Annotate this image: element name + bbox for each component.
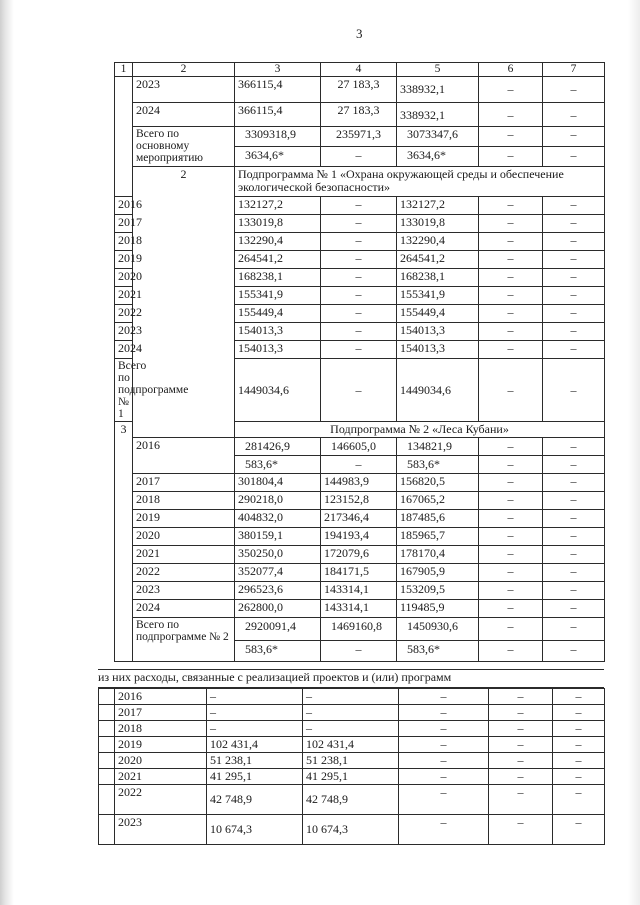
- table-cell: 144983,9: [321, 474, 397, 492]
- column-header: 2: [133, 63, 235, 77]
- table-cell: –: [553, 785, 605, 815]
- value-secondary: –: [355, 457, 362, 471]
- table-cell: –: [543, 341, 605, 359]
- table-cell: –: [321, 341, 397, 359]
- year-label: 2023: [133, 582, 235, 600]
- table-cell: 132127,2: [397, 197, 479, 215]
- table-cell: –: [479, 215, 543, 233]
- budget-table: [114, 62, 605, 662]
- split-cell: [543, 618, 605, 662]
- table-cell: –: [479, 474, 543, 492]
- table-cell: 119485,9: [397, 600, 479, 618]
- table-row: [115, 582, 605, 600]
- year-label: 2024: [133, 103, 235, 127]
- projects-table-body: [99, 689, 605, 845]
- table-row: [115, 474, 605, 492]
- table-cell: –: [479, 269, 543, 287]
- table-cell: 178170,4: [397, 546, 479, 564]
- table-cell: 41 295,1: [207, 769, 303, 785]
- table-cell: –: [489, 737, 553, 753]
- section-title-row: [115, 167, 605, 197]
- split-cell: [235, 127, 321, 167]
- table-cell: 380159,1: [235, 528, 321, 546]
- table-row: [99, 815, 605, 845]
- column-header: 5: [397, 63, 479, 77]
- table-cell: 155341,9: [235, 287, 321, 305]
- split-cell: [397, 127, 479, 167]
- table-cell: –: [321, 287, 397, 305]
- value-secondary: 3634,6*: [245, 148, 284, 162]
- table-cell: –: [543, 528, 605, 546]
- table-cell: 155449,4: [235, 305, 321, 323]
- table-cell: 366115,4: [235, 77, 321, 103]
- table-cell: –: [543, 492, 605, 510]
- table-cell: –: [543, 564, 605, 582]
- table-cell: –: [479, 197, 543, 215]
- table-cell: 132127,2: [235, 197, 321, 215]
- row-number-cell: [99, 785, 115, 815]
- value-primary: –: [479, 438, 542, 456]
- value-primary: 1450930,6: [397, 618, 478, 641]
- value-primary: 146605,0: [321, 438, 396, 456]
- value-secondary: 583,6*: [245, 642, 278, 656]
- table-row: [115, 564, 605, 582]
- table-cell: 102 431,4: [303, 737, 399, 753]
- table-cell: –: [543, 269, 605, 287]
- year-label: 2024: [115, 341, 133, 359]
- table-cell: 168238,1: [397, 269, 479, 287]
- table-cell: 167905,9: [397, 564, 479, 582]
- table-row: [115, 492, 605, 510]
- table-cell: 338932,1: [397, 103, 479, 127]
- table-cell: –: [543, 546, 605, 564]
- column-header: 1: [115, 63, 133, 77]
- table-cell: –: [207, 721, 303, 737]
- year-label: 2021: [133, 546, 235, 564]
- table-cell: 102 431,4: [207, 737, 303, 753]
- year-label: 2021: [115, 287, 133, 305]
- table-cell: 184171,5: [321, 564, 397, 582]
- table-cell: –: [543, 359, 605, 422]
- split-cell: [543, 127, 605, 167]
- table-cell: –: [543, 305, 605, 323]
- total-label: Всего по подпрограмме № 1: [115, 359, 133, 422]
- table-cell: –: [553, 769, 605, 785]
- table-cell: –: [399, 705, 489, 721]
- table-cell: –: [303, 721, 399, 737]
- table-cell: –: [543, 600, 605, 618]
- table-cell: 194193,4: [321, 528, 397, 546]
- budget-table-body: [115, 63, 605, 662]
- year-label: 2019: [115, 737, 207, 753]
- table-cell: –: [399, 769, 489, 785]
- table-cell: –: [321, 305, 397, 323]
- table-row: [115, 77, 605, 103]
- table-cell: 42 748,9: [303, 785, 399, 815]
- table-cell: 42 748,9: [207, 785, 303, 815]
- year-label: 2019: [133, 510, 235, 528]
- table-cell: 10 674,3: [303, 815, 399, 845]
- value-secondary: 583,6*: [245, 457, 278, 471]
- table-cell: –: [489, 721, 553, 737]
- table-row: [115, 546, 605, 564]
- table-cell: –: [489, 705, 553, 721]
- column-header: 6: [479, 63, 543, 77]
- value-secondary: –: [355, 642, 362, 656]
- table-cell: –: [553, 705, 605, 721]
- row-number-cell: [99, 689, 115, 705]
- table-cell: 154013,3: [235, 323, 321, 341]
- table-cell: 366115,4: [235, 103, 321, 127]
- value-primary: –: [543, 127, 604, 147]
- table-cell: –: [321, 233, 397, 251]
- split-cell: [321, 438, 397, 474]
- row-number-cell: [99, 815, 115, 845]
- table-cell: –: [321, 359, 397, 422]
- table-row: [115, 438, 605, 474]
- row-number-cell: [99, 705, 115, 721]
- value-primary: –: [543, 438, 604, 456]
- table-cell: 290218,0: [235, 492, 321, 510]
- total-row: [115, 127, 605, 167]
- header-row: [115, 63, 605, 77]
- year-label: 2016: [115, 197, 133, 215]
- table-cell: 352077,4: [235, 564, 321, 582]
- table-cell: 132290,4: [235, 233, 321, 251]
- table-cell: 51 238,1: [303, 753, 399, 769]
- table-cell: –: [543, 103, 605, 127]
- table-cell: –: [479, 77, 543, 103]
- split-cell: [397, 438, 479, 474]
- column-header: 3: [235, 63, 321, 77]
- split-cell: [235, 438, 321, 474]
- year-label: 2022: [115, 305, 133, 323]
- table-cell: –: [543, 510, 605, 528]
- table-cell: –: [479, 233, 543, 251]
- year-label: 2020: [115, 269, 133, 287]
- value-secondary: 583,6*: [407, 457, 440, 471]
- value-primary: 235971,3: [321, 127, 396, 147]
- year-label: 2017: [115, 705, 207, 721]
- table-cell: 172079,6: [321, 546, 397, 564]
- table-cell: 27 183,3: [321, 77, 397, 103]
- table-cell: –: [553, 753, 605, 769]
- table-cell: 133019,8: [235, 215, 321, 233]
- year-label: 2017: [133, 474, 235, 492]
- table-cell: 1449034,6: [397, 359, 479, 422]
- table-row: [115, 510, 605, 528]
- table-cell: 27 183,3: [321, 103, 397, 127]
- scan-shadow-left: [0, 0, 14, 905]
- value-secondary: –: [507, 642, 514, 656]
- table-cell: –: [489, 769, 553, 785]
- split-cell: [397, 618, 479, 662]
- table-cell: 156820,5: [397, 474, 479, 492]
- table-cell: 167065,2: [397, 492, 479, 510]
- table-row: [99, 769, 605, 785]
- table-cell: –: [399, 753, 489, 769]
- table-cell: –: [543, 582, 605, 600]
- table-cell: 133019,8: [397, 215, 479, 233]
- table-cell: 350250,0: [235, 546, 321, 564]
- table-cell: 301804,4: [235, 474, 321, 492]
- page-number: 3: [356, 26, 363, 41]
- table-cell: –: [553, 689, 605, 705]
- table-cell: 154013,3: [235, 341, 321, 359]
- table-cell: 132290,4: [397, 233, 479, 251]
- table-cell: 143314,1: [321, 600, 397, 618]
- value-secondary: –: [570, 457, 577, 471]
- year-label: 2018: [115, 721, 207, 737]
- table-row: [99, 721, 605, 737]
- year-label: 2021: [115, 769, 207, 785]
- table-cell: –: [543, 287, 605, 305]
- table-row: [115, 528, 605, 546]
- table-cell: 154013,3: [397, 323, 479, 341]
- table-cell: –: [543, 251, 605, 269]
- section-number: 3: [115, 422, 133, 662]
- column-header: 4: [321, 63, 397, 77]
- table-cell: –: [321, 269, 397, 287]
- table-cell: –: [543, 474, 605, 492]
- year-label: 2020: [133, 528, 235, 546]
- value-secondary: –: [507, 148, 514, 162]
- table-cell: –: [479, 359, 543, 422]
- table-cell: –: [479, 564, 543, 582]
- value-primary: 281426,9: [235, 438, 320, 456]
- year-label: 2023: [115, 815, 207, 845]
- row-number-cell: [99, 721, 115, 737]
- year-label: 2018: [115, 233, 133, 251]
- table-row: [99, 753, 605, 769]
- year-label: 2017: [115, 215, 133, 233]
- split-cell: [543, 438, 605, 474]
- table-cell: 155341,9: [397, 287, 479, 305]
- table-row: [99, 705, 605, 721]
- split-cell: [479, 438, 543, 474]
- table-cell: –: [399, 737, 489, 753]
- table-cell: –: [399, 815, 489, 845]
- value-secondary: –: [355, 148, 362, 162]
- table-cell: –: [207, 705, 303, 721]
- year-label: 2023: [115, 323, 133, 341]
- table-cell: 296523,6: [235, 582, 321, 600]
- split-cell: [321, 618, 397, 662]
- table-row: [99, 785, 605, 815]
- section-title: Подпрограмма № 2 «Леса Кубани»: [235, 422, 605, 438]
- table-cell: –: [399, 721, 489, 737]
- projects-table: [98, 688, 605, 845]
- section-number: 2: [133, 167, 235, 438]
- row-number-cell: [115, 77, 133, 197]
- value-secondary: –: [570, 642, 577, 656]
- table-cell: 10 674,3: [207, 815, 303, 845]
- table-cell: –: [489, 753, 553, 769]
- total-label: Всего по подпрограмме № 2: [133, 618, 235, 662]
- table-cell: 51 238,1: [207, 753, 303, 769]
- table-cell: 404832,0: [235, 510, 321, 528]
- table-cell: 264541,2: [235, 251, 321, 269]
- table-row: [99, 689, 605, 705]
- year-label: 2022: [115, 785, 207, 815]
- table-cell: 262800,0: [235, 600, 321, 618]
- year-label: 2022: [133, 564, 235, 582]
- table-cell: –: [321, 215, 397, 233]
- table-cell: –: [543, 215, 605, 233]
- value-primary: 2920091,4: [235, 618, 320, 641]
- value-secondary: –: [570, 148, 577, 162]
- table-cell: –: [479, 305, 543, 323]
- table-cell: –: [303, 689, 399, 705]
- table-cell: 154013,3: [397, 341, 479, 359]
- row-number-cell: [99, 769, 115, 785]
- value-secondary: –: [507, 457, 514, 471]
- table-row: [99, 737, 605, 753]
- value-primary: –: [479, 618, 542, 641]
- table-cell: –: [303, 705, 399, 721]
- section-title: Подпрограмма № 1 «Охрана окружающей среды и обеспечение экологической безопасности»: [235, 167, 605, 197]
- table-cell: –: [479, 103, 543, 127]
- table-cell: –: [553, 737, 605, 753]
- year-label: 2020: [115, 753, 207, 769]
- table-row: [115, 103, 605, 127]
- value-secondary: 3634,6*: [407, 148, 446, 162]
- table-cell: 155449,4: [397, 305, 479, 323]
- table-cell: –: [479, 528, 543, 546]
- table-cell: –: [479, 251, 543, 269]
- table-cell: –: [479, 582, 543, 600]
- table-cell: –: [543, 77, 605, 103]
- table-cell: –: [399, 785, 489, 815]
- table-cell: 143314,1: [321, 582, 397, 600]
- year-label: 2016: [133, 438, 235, 474]
- table-cell: –: [321, 251, 397, 269]
- value-primary: 3309318,9: [235, 127, 320, 147]
- table-cell: –: [207, 689, 303, 705]
- table-cell: –: [479, 546, 543, 564]
- value-primary: 1469160,8: [321, 618, 396, 641]
- year-label: 2023: [133, 77, 235, 103]
- projects-caption: из них расходы, связанные с реализацией проектов и (или) программ: [98, 669, 604, 688]
- table-cell: 338932,1: [397, 77, 479, 103]
- table-cell: –: [399, 689, 489, 705]
- table-cell: –: [479, 600, 543, 618]
- split-cell: [321, 127, 397, 167]
- table-cell: –: [321, 323, 397, 341]
- row-number-cell: [99, 753, 115, 769]
- table-row: [115, 600, 605, 618]
- year-label: 2016: [115, 689, 207, 705]
- table-cell: –: [479, 287, 543, 305]
- table-cell: –: [543, 233, 605, 251]
- year-label: 2018: [133, 492, 235, 510]
- table-cell: –: [543, 323, 605, 341]
- table-cell: 1449034,6: [235, 359, 321, 422]
- table-cell: 217346,4: [321, 510, 397, 528]
- split-cell: [235, 618, 321, 662]
- value-primary: 134821,9: [397, 438, 478, 456]
- table-cell: 41 295,1: [303, 769, 399, 785]
- total-row: [115, 618, 605, 662]
- table-cell: –: [543, 197, 605, 215]
- table-cell: –: [479, 492, 543, 510]
- year-label: 2019: [115, 251, 133, 269]
- table-cell: 123152,8: [321, 492, 397, 510]
- table-cell: –: [479, 323, 543, 341]
- total-label: Всего по основному мероприятию: [133, 127, 235, 167]
- table-cell: –: [479, 341, 543, 359]
- table-cell: 185965,7: [397, 528, 479, 546]
- table-cell: –: [553, 721, 605, 737]
- table-cell: 153209,5: [397, 582, 479, 600]
- year-label: 2024: [133, 600, 235, 618]
- table-cell: –: [321, 197, 397, 215]
- row-number-cell: [99, 737, 115, 753]
- table-cell: –: [489, 815, 553, 845]
- table-cell: –: [553, 815, 605, 845]
- value-primary: –: [543, 618, 604, 641]
- scan-shadow-right: [628, 0, 640, 905]
- table-cell: –: [479, 510, 543, 528]
- split-cell: [479, 618, 543, 662]
- table-cell: 187485,6: [397, 510, 479, 528]
- split-cell: [479, 127, 543, 167]
- value-primary: 3073347,6: [397, 127, 478, 147]
- value-primary: –: [479, 127, 542, 147]
- table-cell: –: [489, 785, 553, 815]
- column-header: 7: [543, 63, 605, 77]
- table-cell: 264541,2: [397, 251, 479, 269]
- table-cell: –: [489, 689, 553, 705]
- value-secondary: 583,6*: [407, 642, 440, 656]
- table-cell: 168238,1: [235, 269, 321, 287]
